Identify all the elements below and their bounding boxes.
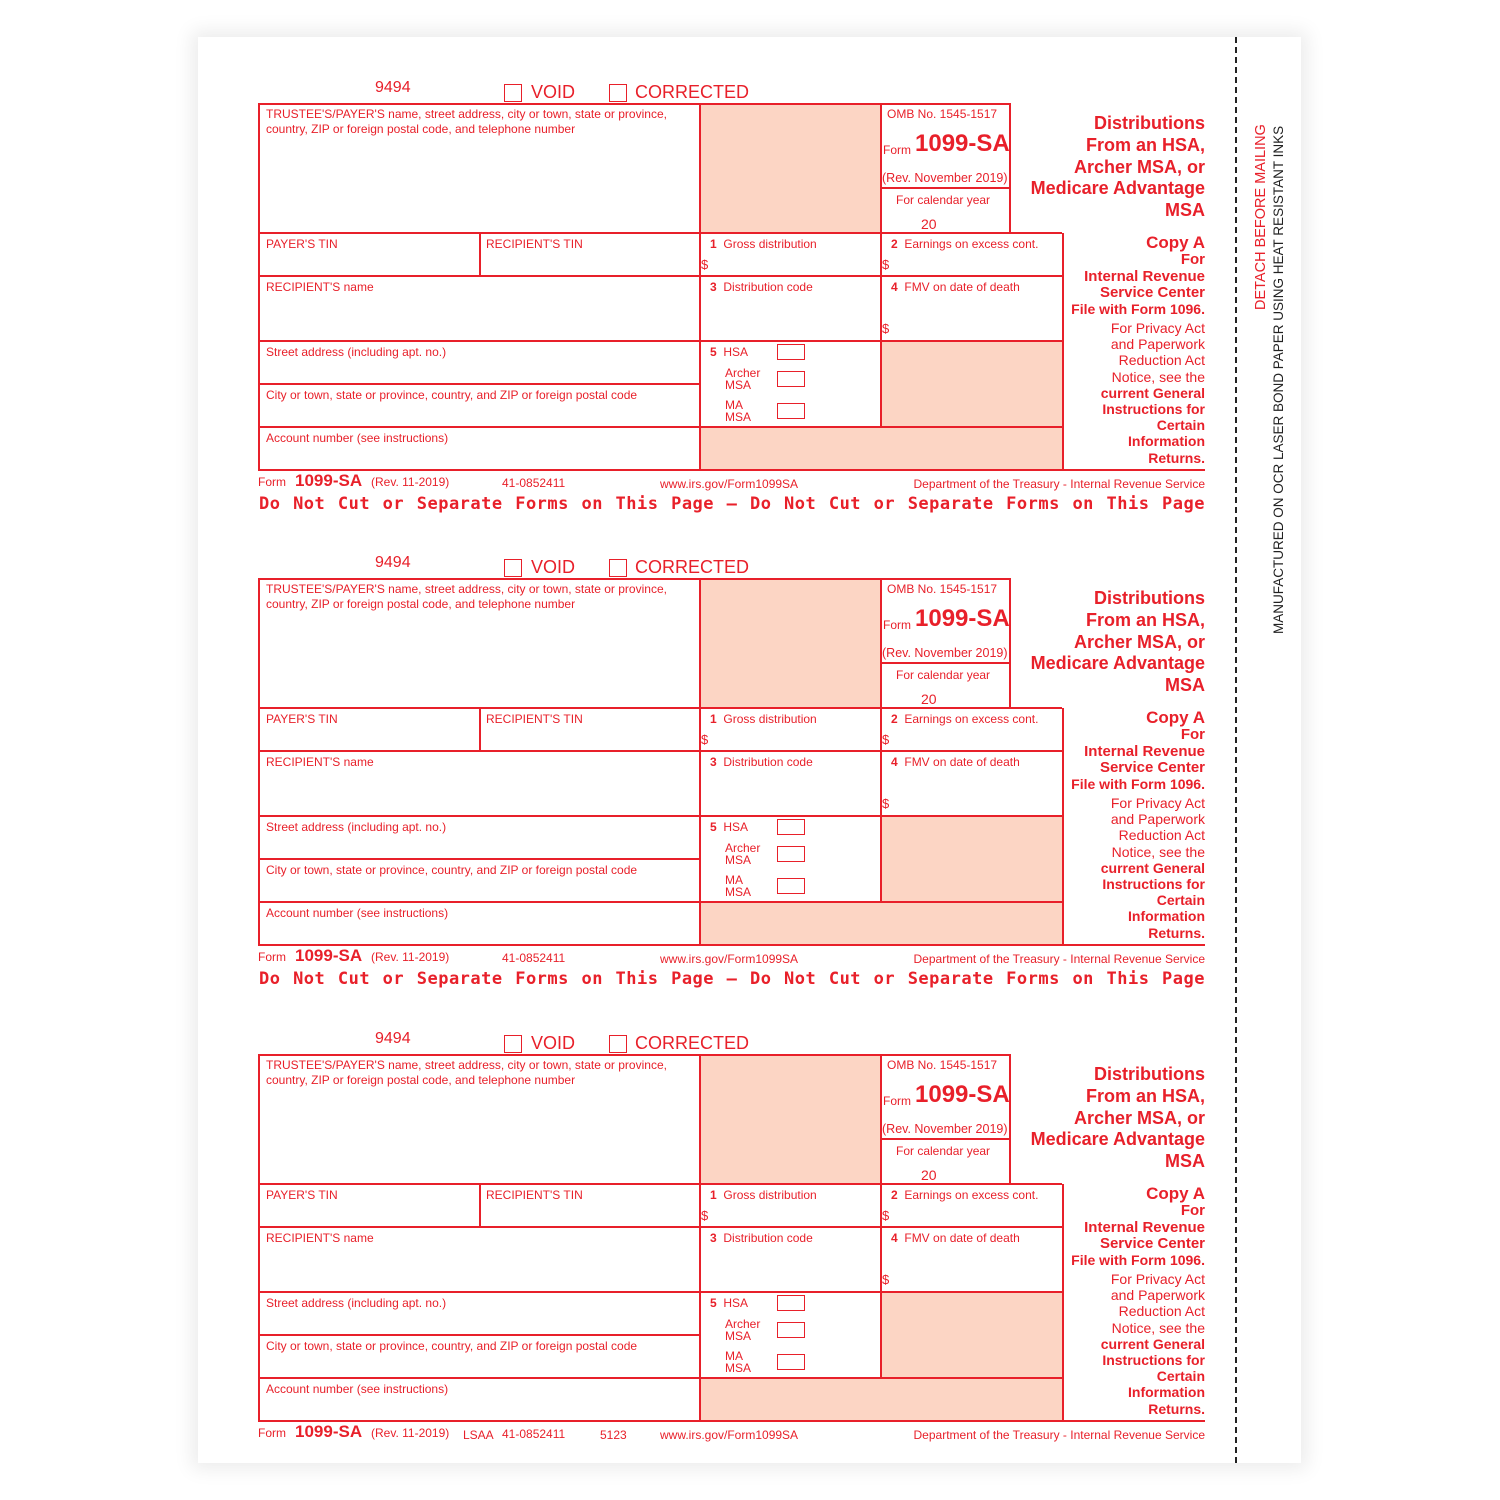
dollar-sign: $ xyxy=(882,321,890,336)
hsa-checkbox[interactable] xyxy=(777,344,805,360)
box-number: 1 xyxy=(710,237,717,251)
copy-irs: Internal Revenue xyxy=(1084,268,1205,285)
dollar-sign: $ xyxy=(882,257,890,272)
form-number: 1099-SA xyxy=(915,605,1010,632)
void-checkbox[interactable] xyxy=(504,559,522,577)
privacy-notice-line: Reduction Act xyxy=(1118,827,1205,843)
footer-form-word: Form xyxy=(258,950,286,964)
calendar-year-label: For calendar year xyxy=(896,1144,991,1158)
recipient-tin-label: RECIPIENT'S TIN xyxy=(486,712,583,726)
footer-form-number: 1099-SA xyxy=(295,471,363,490)
box5-hsa-label xyxy=(710,345,748,360)
rule-line xyxy=(258,578,1010,580)
rule-line xyxy=(1062,708,1064,945)
form-code: 9494 xyxy=(375,79,411,96)
box-number: 3 xyxy=(710,755,717,769)
recipient-tin-label: RECIPIENT'S TIN xyxy=(486,237,583,251)
shaded-cell xyxy=(881,1293,1062,1378)
omb-number: OMB No. 1545-1517 xyxy=(887,1058,998,1072)
footer-form-number: 1099-SA xyxy=(295,1422,363,1441)
instructions-line: Returns. xyxy=(1148,450,1205,466)
dollar-sign: $ xyxy=(882,1208,890,1223)
msa-label: MSA xyxy=(725,1361,752,1375)
do-not-cut-notice: Do Not Cut or Separate Forms on This Page — Do Not Cut or Separate Forms on This Page xyxy=(259,969,1205,989)
rule-line xyxy=(258,901,1062,903)
calendar-year-label: For calendar year xyxy=(896,193,991,207)
shaded-cell xyxy=(700,903,1062,945)
instructions-line: Certain xyxy=(1156,1368,1205,1384)
instructions-line: Certain xyxy=(1156,892,1205,908)
instructions-line: Instructions for xyxy=(1102,876,1205,892)
corrected-label: CORRECTED xyxy=(635,557,750,577)
void-checkbox[interactable] xyxy=(504,1035,522,1053)
box-label: Earnings on excess cont. xyxy=(904,237,1039,251)
form-title-line: From an HSA, xyxy=(1085,1086,1205,1106)
privacy-notice-line: Notice, see the xyxy=(1111,369,1205,385)
rule-line xyxy=(258,426,1062,428)
rule-line xyxy=(258,707,1062,709)
shaded-cell xyxy=(700,1055,880,1184)
city-label: City or town, state or province, country, and ZIP or foreign postal code xyxy=(266,863,638,877)
void-label: VOID xyxy=(531,557,576,577)
instructions-line: Information xyxy=(1128,908,1205,924)
box-label: Gross distribution xyxy=(723,237,817,251)
box3-label xyxy=(710,755,813,770)
msa-label: MSA xyxy=(725,410,752,424)
rule-line xyxy=(479,708,481,751)
box-label: Earnings on excess cont. xyxy=(904,1188,1039,1202)
payer-label: TRUSTEE'S/PAYER'S name, street address, city or town, state or province, xyxy=(266,107,667,121)
msa-label: MSA xyxy=(725,885,752,899)
void-checkbox[interactable] xyxy=(504,84,522,102)
footer-ein: 41-0852411 xyxy=(502,1427,566,1441)
box4-label xyxy=(891,280,1020,295)
privacy-notice-line: and Paperwork xyxy=(1110,1287,1205,1303)
form-word: Form xyxy=(883,618,911,632)
rule-line xyxy=(1009,1054,1011,1184)
form-1099-sa-copy xyxy=(0,0,1500,514)
msa-label: MSA xyxy=(725,1329,752,1343)
form-word: Form xyxy=(883,143,911,157)
box2-label xyxy=(891,1188,1038,1203)
account-label: Account number (see instructions) xyxy=(266,431,449,445)
box-number: 4 xyxy=(891,755,898,769)
footer-department: Department of the Treasury - Internal Revenue Service xyxy=(913,952,1205,966)
copy-irs: Internal Revenue xyxy=(1084,743,1205,760)
box-number: 1 xyxy=(710,1188,717,1202)
footer-url: www.irs.gov/Form1099SA xyxy=(660,477,799,491)
form-title-line: Archer MSA, or xyxy=(1073,157,1205,177)
form-number: 1099-SA xyxy=(915,1081,1010,1108)
void-label: VOID xyxy=(531,1033,576,1053)
archer-msa-checkbox[interactable] xyxy=(777,846,805,862)
copy-a-label: Copy A xyxy=(1146,1184,1205,1203)
copy-service-center: Service Center xyxy=(1099,1235,1205,1252)
box1-label xyxy=(710,712,817,727)
shaded-cell xyxy=(700,428,1062,470)
copy-for: For xyxy=(1180,251,1205,268)
copy-a-label: Copy A xyxy=(1146,233,1205,252)
ma-label: MA xyxy=(725,398,743,412)
calendar-year: 20 xyxy=(921,216,937,232)
rule-line xyxy=(258,1291,1062,1293)
rule-line xyxy=(1009,578,1011,708)
street-label: Street address (including apt. no.) xyxy=(266,345,447,359)
box3-label xyxy=(710,280,813,295)
box-number: 3 xyxy=(710,280,717,294)
box-number: 5 xyxy=(710,820,717,834)
box-label: HSA xyxy=(723,345,749,359)
dollar-sign: $ xyxy=(701,257,709,272)
rule-line xyxy=(1062,233,1064,470)
footer-revision: (Rev. 11-2019) xyxy=(371,475,450,489)
footer-department: Department of the Treasury - Internal Revenue Service xyxy=(913,1428,1205,1442)
form-1099-sa-copy xyxy=(0,951,1500,1442)
hsa-checkbox[interactable] xyxy=(777,1295,805,1311)
dollar-sign: $ xyxy=(701,732,709,747)
calendar-year-label: For calendar year xyxy=(896,668,991,682)
payer-tin-label: PAYER'S TIN xyxy=(266,712,338,726)
calendar-year: 20 xyxy=(921,691,937,707)
privacy-notice-line: Reduction Act xyxy=(1118,352,1205,368)
copy-file-with: File with Form 1096. xyxy=(1071,1252,1205,1268)
privacy-notice-line: For Privacy Act xyxy=(1110,1271,1205,1287)
void-label: VOID xyxy=(531,82,576,102)
form-number: 1099-SA xyxy=(915,130,1010,157)
dollar-sign: $ xyxy=(882,1272,890,1287)
instructions-line: Instructions for xyxy=(1102,1352,1205,1368)
box-label: Earnings on excess cont. xyxy=(904,712,1039,726)
payer-label: TRUSTEE'S/PAYER'S name, street address, city or town, state or province, xyxy=(266,1058,667,1072)
msa-label: MSA xyxy=(725,853,752,867)
copy-file-with: File with Form 1096. xyxy=(1071,776,1205,792)
street-label: Street address (including apt. no.) xyxy=(266,820,447,834)
form-title-line: From an HSA, xyxy=(1085,135,1205,155)
archer-msa-checkbox[interactable] xyxy=(777,1322,805,1338)
do-not-cut-notice: Do Not Cut or Separate Forms on This Page — Do Not Cut or Separate Forms on This Page xyxy=(259,494,1205,514)
rule-line xyxy=(258,232,1062,234)
dollar-sign: $ xyxy=(882,732,890,747)
instructions-line: current General xyxy=(1100,1336,1205,1352)
payer-tin-label: PAYER'S TIN xyxy=(266,237,338,251)
instructions-line: Returns. xyxy=(1148,1401,1205,1417)
form-title-line: MSA xyxy=(1165,675,1205,695)
rule-line xyxy=(258,1183,1062,1185)
rule-line xyxy=(880,187,1010,189)
payer-label-2: country, ZIP or foreign postal code, and telephone number xyxy=(266,597,576,611)
copy-file-with: File with Form 1096. xyxy=(1071,301,1205,317)
shaded-cell xyxy=(881,342,1062,427)
rule-line xyxy=(258,1377,1062,1379)
revision: (Rev. November 2019) xyxy=(882,171,1008,185)
ma-label: MA xyxy=(725,1349,743,1363)
footer-department: Department of the Treasury - Internal Revenue Service xyxy=(913,477,1205,491)
footer-url: www.irs.gov/Form1099SA xyxy=(660,952,799,966)
recipient-name-label: RECIPIENT'S name xyxy=(266,755,374,769)
rule-line xyxy=(699,1054,701,1421)
form-title-line: Distributions xyxy=(1094,113,1205,133)
recipient-name-label: RECIPIENT'S name xyxy=(266,280,374,294)
footer-revision: (Rev. 11-2019) xyxy=(371,950,450,964)
payer-label-2: country, ZIP or foreign postal code, and telephone number xyxy=(266,122,576,136)
shaded-cell xyxy=(881,817,1062,902)
footer-ein: 41-0852411 xyxy=(502,951,566,965)
recipient-tin-label: RECIPIENT'S TIN xyxy=(486,1188,583,1202)
rule-line xyxy=(1062,1184,1064,1421)
footer-form-number: 1099-SA xyxy=(295,946,363,965)
box4-label xyxy=(891,755,1020,770)
rule-line xyxy=(699,103,701,470)
box4-label xyxy=(891,1231,1020,1246)
instructions-line: Returns. xyxy=(1148,925,1205,941)
archer-label: Archer xyxy=(725,841,761,855)
rule-line xyxy=(479,1184,481,1227)
form-code: 9494 xyxy=(375,554,411,571)
account-label: Account number (see instructions) xyxy=(266,906,449,920)
form-title-line: MSA xyxy=(1165,1151,1205,1171)
rule-line xyxy=(258,750,1062,752)
copy-irs: Internal Revenue xyxy=(1084,1219,1205,1236)
form-code: 9494 xyxy=(375,1030,411,1047)
privacy-notice-line: Notice, see the xyxy=(1111,844,1205,860)
instructions-line: Information xyxy=(1128,1384,1205,1400)
archer-msa-checkbox[interactable] xyxy=(777,371,805,387)
rule-line xyxy=(258,858,699,860)
privacy-notice-line: Notice, see the xyxy=(1111,1320,1205,1336)
copy-for: For xyxy=(1180,1202,1205,1219)
rule-line xyxy=(258,815,1062,817)
footer-form-word: Form xyxy=(258,1426,286,1440)
footer-code: 5123 xyxy=(600,1428,627,1442)
msa-label: MSA xyxy=(725,378,752,392)
rule-line xyxy=(258,1054,1010,1056)
form-title-line: Distributions xyxy=(1094,588,1205,608)
form-word: Form xyxy=(883,1094,911,1108)
form-title-line: Distributions xyxy=(1094,1064,1205,1084)
rule-line xyxy=(880,662,1010,664)
corrected-checkbox[interactable] xyxy=(609,84,627,102)
dollar-sign: $ xyxy=(701,1208,709,1223)
instructions-line: current General xyxy=(1100,860,1205,876)
box-label: Distribution code xyxy=(723,280,813,294)
corrected-label: CORRECTED xyxy=(635,82,750,102)
box-label: FMV on date of death xyxy=(904,280,1020,294)
rule-line xyxy=(258,340,1062,342)
privacy-notice-line: and Paperwork xyxy=(1110,811,1205,827)
hsa-checkbox[interactable] xyxy=(777,819,805,835)
rule-line xyxy=(880,1138,1010,1140)
shaded-cell xyxy=(700,1379,1062,1421)
archer-label: Archer xyxy=(725,366,761,380)
ma-msa-checkbox[interactable] xyxy=(777,403,805,419)
payer-label: TRUSTEE'S/PAYER'S name, street address, city or town, state or province, xyxy=(266,582,667,596)
box-number: 2 xyxy=(891,237,898,251)
form-title-line: MSA xyxy=(1165,200,1205,220)
city-label: City or town, state or province, country, and ZIP or foreign postal code xyxy=(266,1339,638,1353)
form-title-line: Medicare Advantage xyxy=(1030,1129,1205,1149)
form-title-line: From an HSA, xyxy=(1085,610,1205,630)
rule-line xyxy=(258,383,699,385)
instructions-line: current General xyxy=(1100,385,1205,401)
account-label: Account number (see instructions) xyxy=(266,1382,449,1396)
calendar-year: 20 xyxy=(921,1167,937,1183)
rule-line xyxy=(258,103,260,471)
copy-service-center: Service Center xyxy=(1099,284,1205,301)
rule-line xyxy=(479,233,481,276)
box5-hsa-label xyxy=(710,820,748,835)
rule-line xyxy=(258,103,1010,105)
shaded-cell xyxy=(700,104,880,233)
omb-number: OMB No. 1545-1517 xyxy=(887,582,998,596)
footer-ein: 41-0852411 xyxy=(502,476,566,490)
copy-service-center: Service Center xyxy=(1099,759,1205,776)
corrected-label: CORRECTED xyxy=(635,1033,750,1053)
privacy-notice-line: For Privacy Act xyxy=(1110,795,1205,811)
box-label: HSA xyxy=(723,1296,749,1310)
omb-number: OMB No. 1545-1517 xyxy=(887,107,998,121)
dollar-sign: $ xyxy=(882,796,890,811)
box-number: 3 xyxy=(710,1231,717,1245)
footer-url: www.irs.gov/Form1099SA xyxy=(660,1428,799,1442)
ma-msa-checkbox[interactable] xyxy=(777,1354,805,1370)
payer-label-2: country, ZIP or foreign postal code, and telephone number xyxy=(266,1073,576,1087)
box-number: 4 xyxy=(891,280,898,294)
rule-line xyxy=(258,275,1062,277)
box-number: 1 xyxy=(710,712,717,726)
footer-form-word: Form xyxy=(258,475,286,489)
manufacturer-notice: MANUFACTURED ON OCR LASER BOND PAPER USING HEAT RESISTANT INKS xyxy=(1271,125,1286,634)
box-number: 2 xyxy=(891,712,898,726)
box3-label xyxy=(710,1231,813,1246)
copy-a-label: Copy A xyxy=(1146,708,1205,727)
box-number: 4 xyxy=(891,1231,898,1245)
rule-line xyxy=(1009,103,1011,233)
city-label: City or town, state or province, country, and ZIP or foreign postal code xyxy=(266,388,638,402)
box-label: Distribution code xyxy=(723,1231,813,1245)
box-label: Distribution code xyxy=(723,755,813,769)
copy-for: For xyxy=(1180,726,1205,743)
box1-label xyxy=(710,1188,817,1203)
archer-label: Archer xyxy=(725,1317,761,1331)
recipient-name-label: RECIPIENT'S name xyxy=(266,1231,374,1245)
ma-label: MA xyxy=(725,873,743,887)
revision: (Rev. November 2019) xyxy=(882,646,1008,660)
box2-label xyxy=(891,237,1038,252)
form-title-line: Archer MSA, or xyxy=(1073,632,1205,652)
box1-label xyxy=(710,237,817,252)
privacy-notice-line: For Privacy Act xyxy=(1110,320,1205,336)
street-label: Street address (including apt. no.) xyxy=(266,1296,447,1310)
privacy-notice-line: and Paperwork xyxy=(1110,336,1205,352)
rule-line xyxy=(258,578,260,946)
rule-line xyxy=(699,578,701,945)
form-title-line: Medicare Advantage xyxy=(1030,653,1205,673)
box-number: 2 xyxy=(891,1188,898,1202)
box-label: FMV on date of death xyxy=(904,755,1020,769)
instructions-line: Instructions for xyxy=(1102,401,1205,417)
box-label: Gross distribution xyxy=(723,1188,817,1202)
box-label: FMV on date of death xyxy=(904,1231,1020,1245)
box-label: Gross distribution xyxy=(723,712,817,726)
shaded-cell xyxy=(700,579,880,708)
box5-hsa-label xyxy=(710,1296,748,1311)
instructions-line: Certain xyxy=(1156,417,1205,433)
box-number: 5 xyxy=(710,1296,717,1310)
rule-line xyxy=(258,1226,1062,1228)
box-number: 5 xyxy=(710,345,717,359)
footer-lsaa: LSAA xyxy=(463,1428,494,1442)
revision: (Rev. November 2019) xyxy=(882,1122,1008,1136)
form-1099-sa-copy xyxy=(0,475,1500,989)
box2-label xyxy=(891,712,1038,727)
form-title-line: Medicare Advantage xyxy=(1030,178,1205,198)
instructions-line: Information xyxy=(1128,433,1205,449)
corrected-checkbox[interactable] xyxy=(609,1035,627,1053)
detach-notice: DETACH BEFORE MAILING xyxy=(1253,124,1269,310)
ma-msa-checkbox[interactable] xyxy=(777,878,805,894)
corrected-checkbox[interactable] xyxy=(609,559,627,577)
rule-line xyxy=(258,1334,699,1336)
form-title-line: Archer MSA, or xyxy=(1073,1108,1205,1128)
privacy-notice-line: Reduction Act xyxy=(1118,1303,1205,1319)
box-label: HSA xyxy=(723,820,749,834)
payer-tin-label: PAYER'S TIN xyxy=(266,1188,338,1202)
rule-line xyxy=(258,1054,260,1422)
footer-revision: (Rev. 11-2019) xyxy=(371,1426,450,1440)
